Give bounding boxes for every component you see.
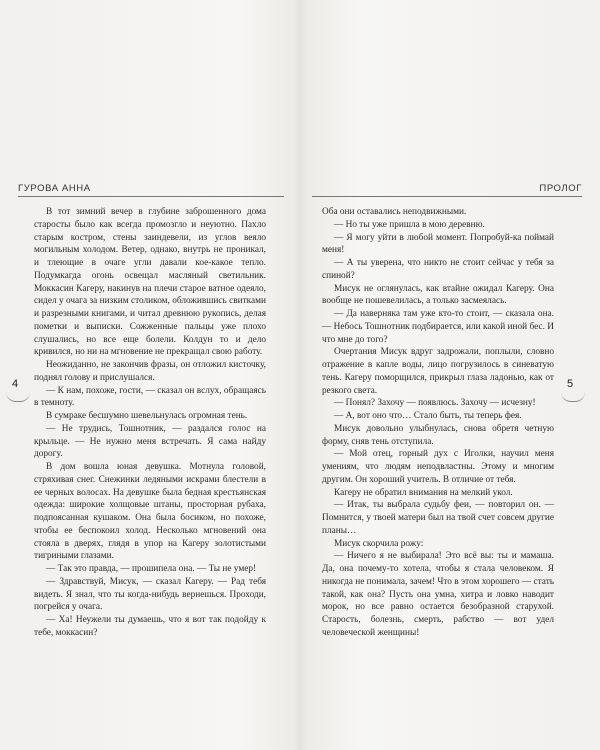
- paragraph: В тот зимний вечер в глубине заброшенного дома старосты было как всегда промозгло и неуютно. Пахло старым костром, стены заиндевели, из углов веяло могильным холодом. Ветер, однако, внутрь не проникал, и тлеющие в очаге угли давали кое-какое тепло. Подумкагда огонь освещал масляный светильник. Моккасин Кагеру, накинув на плечи старое ватное одеяло, сидел у очага за низким столиком, обложившись свитками и разрезными книгами, и читал древнюю рукопись, делая пометки и выписки. Сожженные пальцы уже плохо слушались, но все еще болели. Колдун то и дело кривился, но ни на мгновение не прекращал свою работу.: [34, 207, 266, 358]
- body-text: [34, 206, 266, 640]
- page-number: 4: [12, 378, 19, 390]
- page-number-ornament: [561, 392, 585, 402]
- paragraph: Мисук довольно улыбнулась, снова обретя четную форму, сняв тень отступила.: [322, 423, 554, 447]
- header-rule: [18, 196, 284, 197]
- paragraph: — Так это правда, — прошипела она. — Ты не умер!: [46, 564, 257, 574]
- paragraph: Неожиданно, не закончив фразы, он отложил кисточку, поднял голову и прислушался.: [34, 360, 266, 383]
- right-page: [300, 0, 600, 750]
- paragraph: — Ничего я не выбирала! Это всё вы: ты и мамаша. Да, она почему-то хотела, чтобы я стала человеком. Я никогда не понимала, зачем! Что в этом хорошего — стать такой, как она? Пусть она умна, хитра и ловко наводит морок, но все равно остается безобразной старухой. Старость, болезнь, смерть, рабство — вот удел человеческой женщины!: [322, 551, 554, 638]
- body-text: [322, 206, 554, 640]
- paragraph: — Ха! Неужели ты думаешь, что я вот так подойду к тебе, моккасин?: [34, 615, 266, 638]
- paragraph: Мисук не оглянулась, как втайне ожидал Кагеру. Она вообще не пошевелилась, а только засмеялась.: [322, 283, 554, 307]
- page-number-ornament: [6, 392, 30, 402]
- paragraph: В дом вошла юная девушка. Мотнула головой, стряхивая снег. Снежинки ледяными искрами блестели в ее черных волосах. На девушке была бедная крестьянская одежда: широкие холщовые штаны, просторная рубаха, подпоясанная кушаком. Она была босиком, но похоже, чтобы ее беспокоил холод. Несколько мгновений она стояла в дверях, глядя в упор на Кагеру золотистыми тигриными глазами.: [34, 462, 266, 562]
- paragraph: — Но ты уже пришла в мою деревню.: [334, 219, 485, 230]
- paragraph: Кагеру не обратил внимания на мелкий укол.: [334, 487, 513, 498]
- paragraph: — А ты уверена, что никто не стоит сейчас у тебя за спиной?: [322, 258, 554, 281]
- paragraph: В сумраке бесшумно шевельнулась огромная тень.: [46, 411, 248, 421]
- paragraph: Очертания Мисук вдруг задрожали, поплыли, словно отражение в капле воды, лицо погрузилось в синеватую тень. Кагеру поморщился, прикрыл глаза ладонью, как от резкого света.: [322, 347, 554, 396]
- paragraph: — Понял? Захочу — появлюсь. Захочу — исчезну!: [334, 398, 536, 409]
- paragraph: Оба они оставались неподвижными.: [322, 207, 467, 217]
- paragraph: — Не трудись, Тошнотник, — раздался голос на крыльце. — Не нужно меня встречать. Я сама найду дорогу.: [34, 423, 266, 460]
- paragraph: — А, вот оно что… Стало быть, ты теперь фея.: [334, 411, 522, 421]
- paragraph: — Да наверняка там уже кто-то стоит, — сказала она. — Небось Тошнотник подбирается, или какой иной бес. И что мне до того?: [322, 309, 554, 345]
- paragraph: — Итак, ты выбрала судьбу феи, — повторил он. — Помнится, у твоей матери был на твой счет совсем другие планы…: [322, 500, 554, 536]
- page-number: 5: [567, 378, 574, 390]
- paragraph: — Мой отец, горный дух с Иголки, научил меня умениям, что людям неподвластны. Этому и многим другим. Он хороший учитель. В отличие от тебя.: [322, 449, 554, 485]
- paragraph: Мисук скорчила рожу:: [334, 538, 424, 549]
- paragraph: — К нам, похоже, гости, — сказал он вслух, обращаясь в темноту.: [34, 385, 266, 409]
- running-head-author: ГУРОВА АННА: [18, 183, 91, 194]
- paragraph: — Здравствуй, Мисук, — сказал Кагеру. — Рад тебя видеть. Я знал, что ты когда-нибудь вернешься. Проходи, погрейся у очага.: [34, 576, 266, 613]
- header-rule: [312, 196, 582, 197]
- paragraph: — Я могу уйти в любой момент. Попробуй-ка поймай меня!: [322, 232, 554, 256]
- running-head-chapter: ПРОЛОГ: [539, 183, 582, 194]
